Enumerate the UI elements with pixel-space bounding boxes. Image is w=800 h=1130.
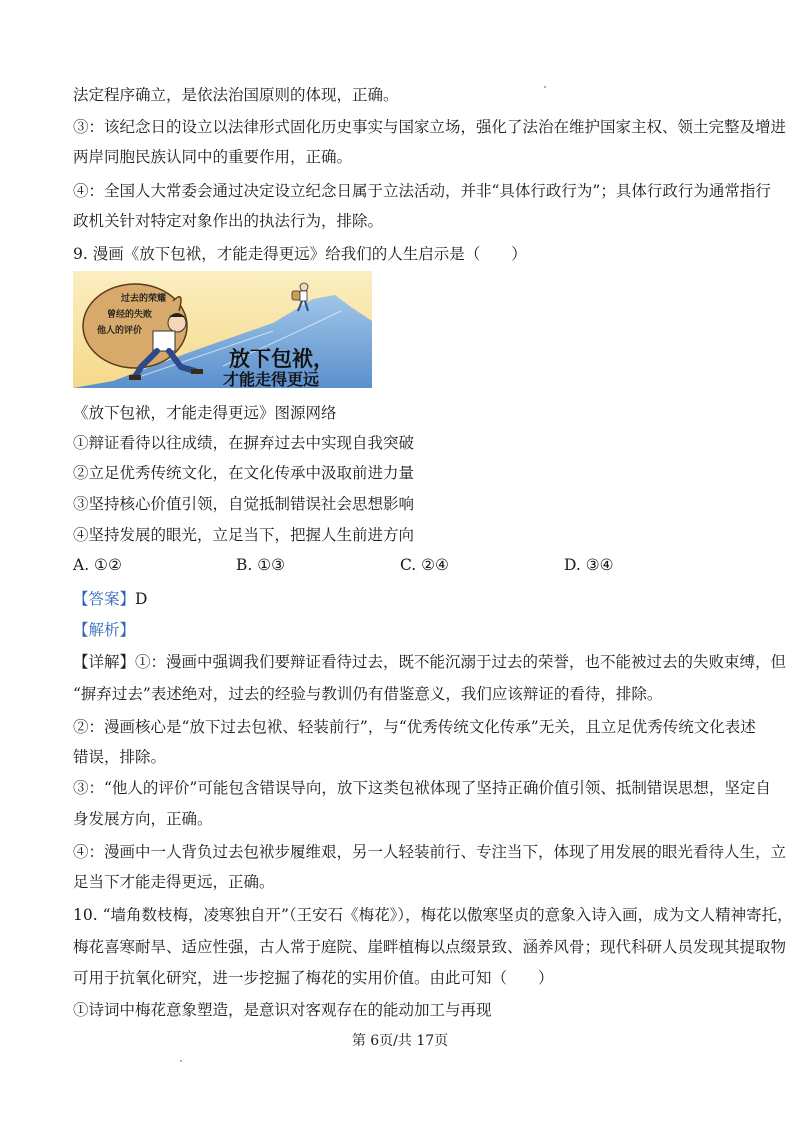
question-10-stem: 梅花喜寒耐旱、适应性强，古人常于庭院、崖畔植梅以点缀景致、涵养风骨；现代科研人员发现其提取物 <box>73 938 787 956</box>
detail-line: ④：漫画中一人背负过去包袱步履维艰，另一人轻装前行、专注当下，体现了用发展的眼光看待人生，立 <box>73 843 787 861</box>
cartoon-illustration <box>73 271 372 388</box>
statement-4: ④坚持发展的眼光，立足当下，把握人生前进方向 <box>73 526 415 544</box>
prev-answer-line: 政机关针对特定对象作出的执法行为，排除。 <box>73 212 384 230</box>
option-a: A. ①② <box>73 556 122 574</box>
statement-3: ③坚持核心价值引领，自觉抵制错误社会思想影响 <box>73 495 415 513</box>
prev-answer-line: ③：该纪念日的设立以法律形式固化历史事实与国家立场，强化了法治在维护国家主权、领土完整及增进 <box>73 118 787 136</box>
analysis-line <box>73 620 740 640</box>
question-10-statement-1: ①诗词中梅花意象塑造，是意识对客观存在的能动加工与再现 <box>73 1001 492 1019</box>
sack-label: 曾经的失败 <box>107 310 153 320</box>
analysis-label: 【解析】 <box>73 621 136 639</box>
page-number: 第 6页/共 17页 <box>351 1033 449 1049</box>
statement-2: ②立足优秀传统文化，在文化传承中汲取前进力量 <box>73 464 415 482</box>
option-c: C. ②④ <box>400 556 449 574</box>
scan-speck <box>544 86 546 88</box>
prev-answer-line: 法定程序确立，是依法治国原则的体现，正确。 <box>73 86 399 104</box>
statement-1: ①辩证看待以往成绩，在摒弃过去中实现自我突破 <box>73 434 415 452</box>
cartoon-image <box>73 271 372 388</box>
detail-line <box>73 652 787 672</box>
question-9-stem: 9. 漫画《放下包袱，才能走得更远》给我们的人生启示是（ ） <box>73 245 527 263</box>
detail-line: ③：“他人的评价”可能包含错误导向，放下这类包袱体现了坚持正确价值引领、抵制错误思想，坚定自 <box>73 779 771 797</box>
detail-line: 错误，排除。 <box>73 748 167 766</box>
detail-line: “摒弃过去”表述绝对，过去的经验与教训仍有借鉴意义，我们应该辩证的看待，排除。 <box>73 685 663 703</box>
prev-answer-line: ④：全国人大常委会通过决定设立纪念日属于立法活动，并非“具体行政行为”；具体行政行为通常指行 <box>73 182 771 200</box>
prev-answer-line: 两岸同胞民族认同中的重要作用，正确。 <box>73 148 353 166</box>
sack-label: 过去的荣耀 <box>121 294 167 304</box>
detail-text: ①：漫画中强调我们要辩证看待过去，既不能沉溺于过去的荣誉，也不能被过去的失败束缚，但 <box>135 653 787 671</box>
answer-options <box>0 556 800 576</box>
cartoon-title: 才能走得更远 <box>223 370 320 388</box>
question-10-stem: 可用于抗氧化研究，进一步挖掘了梅花的实用价值。由此可知（ ） <box>73 969 554 987</box>
answer-line <box>73 589 740 609</box>
sack-label: 他人的评价 <box>97 326 143 336</box>
answer-label: 【答案】 <box>73 590 136 608</box>
cartoon-title: 放下包袱， <box>229 346 334 371</box>
question-10-stem: 10. “墙角数枝梅，凌寒独自开”（王安石《梅花》），梅花以傲寒坚贞的意象入诗入画，成为文人精神寄托， <box>73 906 793 924</box>
scan-speck <box>180 1060 182 1062</box>
option-b: B. ①③ <box>236 556 286 574</box>
detail-line: 身发展方向，正确。 <box>73 810 213 828</box>
detail-line: 足当下才能走得更远，正确。 <box>73 873 275 891</box>
image-caption: 《放下包袱，才能走得更远》图源网络 <box>73 404 337 422</box>
detail-line: ②：漫画核心是“放下过去包袱、轻装前行”，与“优秀传统文化传承”无关，且立足优秀传统文化表述 <box>73 718 756 736</box>
detail-label: 【详解】 <box>73 653 136 671</box>
option-d: D. ③④ <box>564 556 614 574</box>
answer-value: D <box>135 590 148 608</box>
